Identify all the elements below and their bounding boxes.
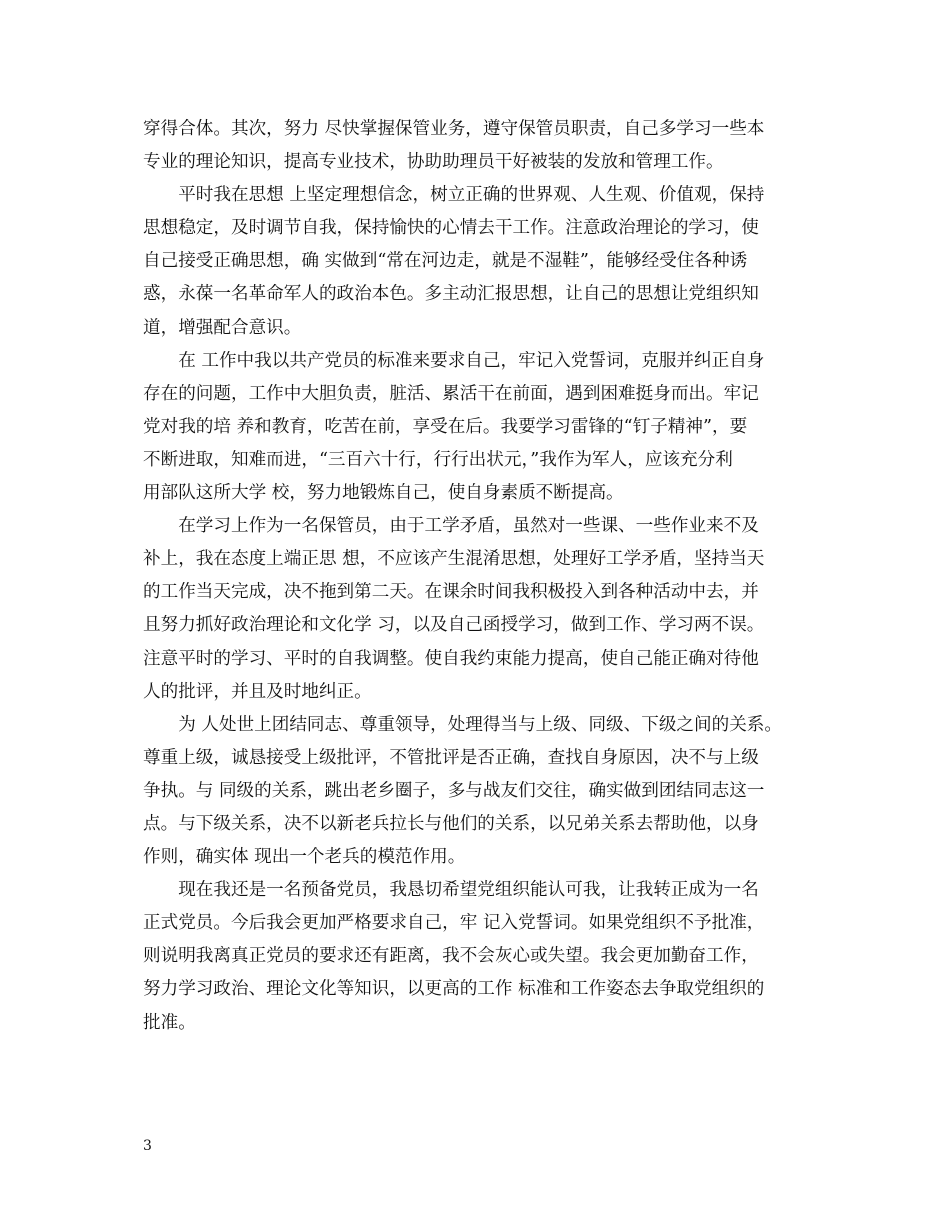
- text-line: 存在的问题，工作中大胆负责，脏活、累活干在前面，遇到困难挺身而出。牢记: [143, 383, 759, 404]
- text-line: 不断进取，知难而进，“三百六十行，行行出状元，”我作为军人，应该充分利: [143, 449, 733, 470]
- text-line: 自己接受正确思想，确 实做到“常在河边走，就是不湿鞋”，能够经受住各种诱: [143, 251, 748, 272]
- text-line: 道，增强配合意识。: [143, 317, 302, 338]
- text-line: 党对我的培 养和教育，吃苦在前，享受在后。我要学习雷锋的“钉子精神”，要: [143, 416, 748, 437]
- text-line: 思想稳定，及时调节自我，保持愉快的心情去干工作。注意政治理论的学习，使: [143, 218, 759, 239]
- page-number: 3: [143, 1138, 152, 1154]
- text-line: 穿得合体。其次，努力 尽快掌握保管业务，遵守保管员职责，自己多学习一些本: [143, 119, 765, 139]
- text-line: 在 工作中我以共产党员的标准来要求自己，牢记入党誓词，克服并纠正自身: [143, 350, 765, 371]
- text-line: 的工作当天完成，决不拖到第二天。在课余时间我积极投入到各种活动中去，并: [143, 582, 759, 603]
- text-line: 则说明我离真正党员的要求还有距离，我不会灰心或失望。我会更加勤奋工作，: [143, 946, 759, 967]
- text-line: 为 人处世上团结同志、尊重领导，处理得当与上级、同级、下级之间的关系。: [143, 714, 782, 735]
- body-text: [143, 113, 823, 1040]
- text-line: 批准。: [143, 1012, 196, 1033]
- text-line: 在学习上作为一名保管员，由于工学矛盾，虽然对一些课、一些作业来不及: [143, 516, 759, 537]
- text-line: 人的批评，并且及时地纠正。: [143, 681, 372, 702]
- text-line: 争执。与 同级的关系，跳出老乡圈子，多与战友们交往，确实做到团结同志这一: [143, 780, 765, 801]
- text-line: 且努力抓好政治理论和文化学 习，以及自己函授学习，做到工作、学习两不误。: [143, 615, 765, 636]
- text-line: 平时我在思想 上坚定理想信念，树立正确的世界观、人生观、价值观，保持: [143, 185, 765, 206]
- text-line: 努力学习政治、理论文化等知识，以更高的工作 标准和工作姿态去争取党组织的: [143, 979, 765, 1000]
- text-line: 尊重上级，诚恳接受上级批评，不管批评是否正确，查找自身原因，决不与上级: [143, 747, 759, 768]
- text-line: 正式党员。今后我会更加严格要求自己，牢 记入党誓词。如果党组织不予批准，: [143, 913, 765, 934]
- text-line: 补上，我在态度上端正思 想，不应该产生混淆思想，处理好工学矛盾，坚持当天: [143, 549, 765, 570]
- text-line: 现在我还是一名预备党员，我恳切希望党组织能认可我，让我转正成为一名: [143, 880, 759, 901]
- text-line: 用部队这所大学 校，努力地锻炼自己，使自身素质不断提高。: [143, 483, 624, 504]
- text-line: 作则，确实体 现出一个老兵的模范作用。: [143, 847, 466, 868]
- text-line: 专业的理论知识，提高专业技术，协助助理员干好被装的发放和管理工作。: [143, 152, 724, 173]
- text-line: 惑，永葆一名革命军人的政治本色。多主动汇报思想，让自己的思想让党组织知: [143, 284, 759, 305]
- text-line: 点。与下级关系，决不以新老兵拉长与他们的关系，以兄弟关系去帮助他，以身: [143, 813, 759, 834]
- text-line: 注意平时的学习、平时的自我调整。使自我约束能力提高，使自己能正确对待他: [143, 648, 759, 669]
